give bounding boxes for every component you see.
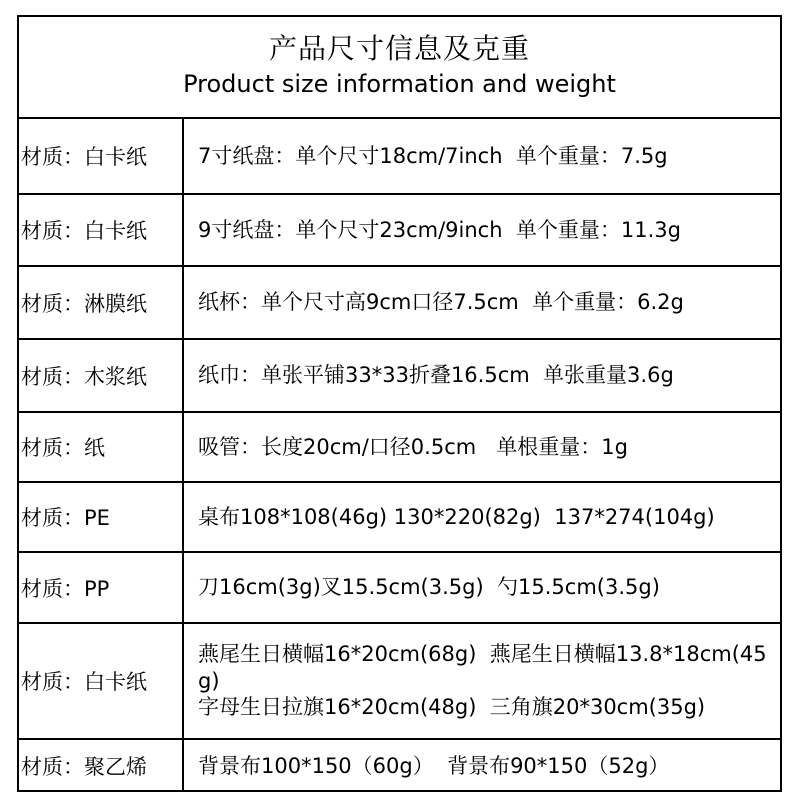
- table-row: [19, 340, 780, 413]
- description-cell: [184, 740, 780, 792]
- table-row: [19, 624, 780, 740]
- table-row: [19, 267, 780, 340]
- description-cell: [184, 267, 780, 338]
- size-info-table: [17, 15, 782, 792]
- description-line: 纸巾：单张平铺33*33折叠16.5cm 单张重量3.6g: [198, 363, 674, 388]
- table-row: [19, 413, 780, 483]
- description-line: 背景布100*150（60g） 背景布90*150（52g）: [198, 753, 670, 778]
- description-cell: [184, 195, 780, 265]
- table-row: [19, 553, 780, 624]
- description-line: 吸管：长度20cm/口径0.5cm 单根重量：1g: [198, 434, 628, 459]
- material-cell: 材质：PP: [19, 553, 184, 622]
- description-line: 刀16cm(3g)叉15.5cm(3.5g) 勺15.5cm(3.5g): [198, 575, 660, 600]
- table-row: [19, 119, 780, 195]
- material-cell: 材质：PE: [19, 483, 184, 551]
- table-row: [19, 195, 780, 267]
- table-row: [19, 483, 780, 553]
- material-cell: 材质：聚乙烯: [19, 740, 184, 792]
- description-line: 桌布108*108(46g) 130*220(82g) 137*274(104g): [198, 504, 715, 529]
- description-cell: [184, 553, 780, 622]
- description-line: 7寸纸盘：单个尺寸18cm/7inch 单个重量：7.5g: [198, 143, 668, 168]
- description-cell: [184, 624, 780, 738]
- description-cell: [184, 119, 780, 193]
- title-chinese: 产品尺寸信息及克重: [268, 32, 530, 65]
- material-cell: 材质：木浆纸: [19, 340, 184, 411]
- description-cell: [184, 413, 780, 481]
- description-line: 字母生日拉旗16*20cm(48g) 三角旗20*30cm(35g): [198, 695, 706, 720]
- description-cell: [184, 340, 780, 411]
- material-cell: 材质：白卡纸: [19, 195, 184, 265]
- material-cell: 材质：纸: [19, 413, 184, 481]
- title-english: Product size information and weight: [183, 70, 616, 98]
- table-row: [19, 740, 780, 792]
- description-line: 燕尾生日横幅16*20cm(68g) 燕尾生日横幅13.8*18cm(45g): [198, 641, 767, 693]
- material-cell: 材质：淋膜纸: [19, 267, 184, 338]
- description-line: 纸杯：单个尺寸高9cm口径7.5cm 单个重量：6.2g: [198, 290, 684, 315]
- description-cell: [184, 483, 780, 551]
- table-header: [19, 17, 780, 119]
- material-cell: 材质：白卡纸: [19, 119, 184, 193]
- material-cell: 材质：白卡纸: [19, 624, 184, 738]
- description-line: 9寸纸盘：单个尺寸23cm/9inch 单个重量：11.3g: [198, 217, 681, 242]
